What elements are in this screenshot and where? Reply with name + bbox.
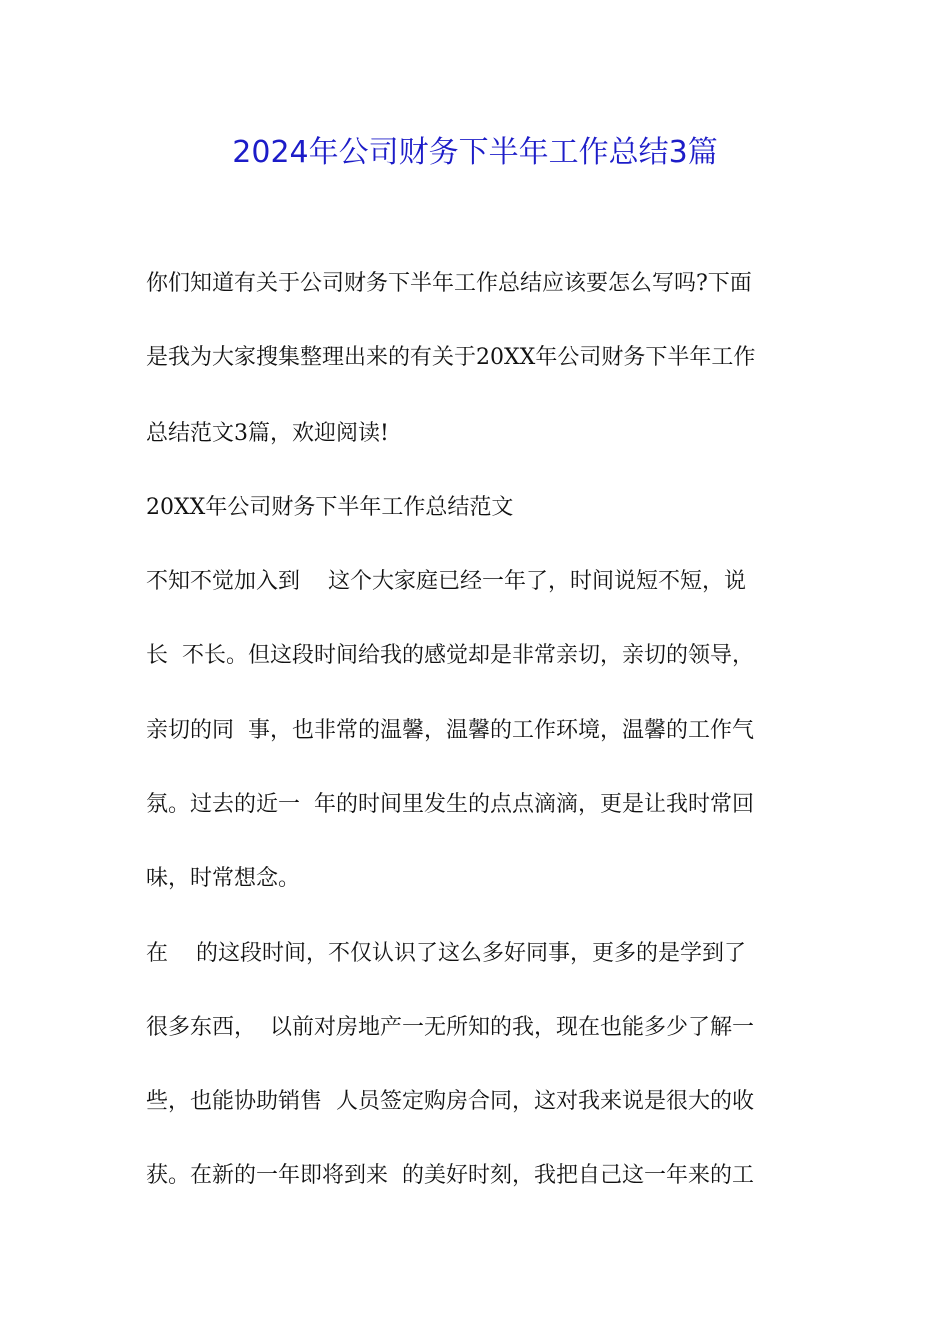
body-line-13: 获。在新的一年即将到来 的美好时刻，我把自己这一年来的工 xyxy=(146,1163,754,1188)
body-line-1: 你们知道有关于公司财务下半年工作总结应该要怎么写吗?下面 xyxy=(146,271,752,296)
body-line-5: 不知不觉加入到 这个大家庭已经一年了，时间说短不短，说 xyxy=(146,569,746,594)
body-line-3: 总结范文3篇，欢迎阅读! xyxy=(146,421,389,446)
body-line-9: 味，时常想念。 xyxy=(146,866,301,891)
body-line-2: 是我为大家搜集整理出来的有关于20XX年公司财务下半年工作 xyxy=(146,345,756,370)
body-line-12: 些，也能协助销售 人员签定购房合同，这对我来说是很大的收 xyxy=(146,1089,754,1114)
body-line-6: 长 不长。但这段时间给我的感觉却是非常亲切，亲切的领导， xyxy=(146,643,754,668)
body-line-8: 氛。过去的近一 年的时间里发生的点点滴滴，更是让我时常回 xyxy=(146,792,754,817)
body-line-10: 在 的这段时间，不仅认识了这么多好同事，更多的是学到了 xyxy=(146,941,746,966)
body-line-11: 很多东西， 以前对房地产一无所知的我，现在也能多少了解一 xyxy=(146,1015,754,1040)
body-line-7: 亲切的同 事，也非常的温馨，温馨的工作环境，温馨的工作气 xyxy=(146,718,754,743)
section-heading: 20XX年公司财务下半年工作总结范文 xyxy=(146,495,514,520)
document-title: 2024年公司财务下半年工作总结3篇 xyxy=(232,135,718,170)
